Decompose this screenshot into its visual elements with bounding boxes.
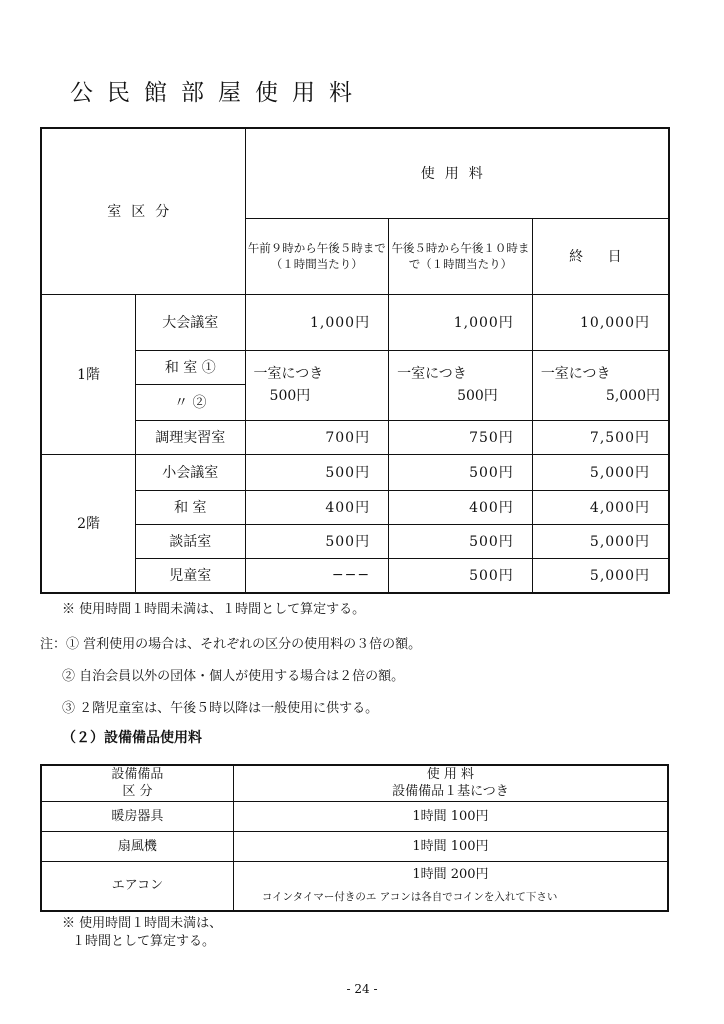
header-room-category: 室区分 (41, 128, 245, 294)
room-name: 小会議室 (136, 454, 245, 490)
header-fee-line1: 使 用 料 (426, 767, 475, 783)
equipment-usage-note-line2: １時間として算定する。 (72, 934, 216, 949)
shared-amount: 500円 (269, 388, 311, 404)
fee-cell: 500円 (389, 454, 533, 490)
header-equipment (41, 765, 233, 801)
fee-cell: 400円 (389, 490, 533, 524)
fee-cell: 5,000円 (532, 524, 669, 558)
room-name: 大会議室 (136, 294, 245, 350)
header-full-day: 終 日 (532, 218, 669, 294)
equipment-fee-table (40, 764, 669, 912)
room-name: 〃 ② (136, 384, 245, 420)
fee-cell-shared (389, 350, 533, 420)
shared-label: 一室につき (253, 366, 324, 382)
fee-cell: 500円 (245, 454, 389, 490)
fee-cell: 750円 (389, 420, 533, 454)
note-2: ② 自治会員以外の団体・個人が使用する場合は２倍の額。 (62, 669, 405, 684)
room-name: 児童室 (136, 558, 245, 593)
floor-2-label: 2階 (41, 454, 136, 593)
fee-cell-shared (532, 350, 669, 420)
equipment-name: エアコン (41, 861, 233, 911)
note-3: ③ ２階児童室は、午後５時以降は一般使用に供する。 (62, 701, 379, 716)
header-evening: 午後５時から午後１０時まで（１時間当たり） (389, 218, 533, 294)
fee-cell: 500円 (245, 524, 389, 558)
fee-cell: −−− (245, 558, 389, 593)
fee-cell: 500円 (389, 558, 533, 593)
room-name: 和 室 (136, 490, 245, 524)
page-title: 公民館部屋使用料 (70, 80, 366, 106)
shared-amount: 5,000円 (605, 388, 660, 404)
fee-cell: 400円 (245, 490, 389, 524)
fee-cell: 700円 (245, 420, 389, 454)
header-fee-line2: 設備備品１基につき (392, 784, 509, 800)
aircon-coin-note: コインタイマー付きのエ アコンは各自でコインを入れて下さい (261, 890, 558, 903)
fee-cell: 1,000円 (389, 294, 533, 350)
header-equipment-line2: 区 分 (122, 784, 153, 800)
equipment-fee: 1時間 100円 (233, 801, 668, 831)
fee-cell: 5,000円 (532, 454, 669, 490)
shared-label: 一室につき (540, 366, 611, 382)
fee-cell: 10,000円 (532, 294, 669, 350)
note-1: 注：① 営利使用の場合は、それぞれの区分の使用料の３倍の額。 (40, 637, 422, 652)
room-name: 和 室 ① (136, 350, 245, 384)
fee-cell-shared (245, 350, 389, 420)
fee-cell: 500円 (389, 524, 533, 558)
fee-cell: 1,000円 (245, 294, 389, 350)
fee-cell: 4,000円 (532, 490, 669, 524)
equipment-section-title: （２）設備備品使用料 (62, 730, 202, 746)
header-equipment-line1: 設備備品 (111, 767, 164, 783)
equipment-usage-note-line1: ※ 使用時間１時間未満は、 (62, 916, 223, 931)
equipment-fee (233, 861, 668, 911)
room-name: 調理実習室 (136, 420, 245, 454)
shared-amount: 500円 (457, 388, 498, 404)
fee-cell: 7,500円 (532, 420, 669, 454)
usage-time-note: ※ 使用時間１時間未満は、１時間として算定する。 (62, 602, 366, 617)
fee-cell: 5,000円 (532, 558, 669, 593)
header-fee: 使用料 (245, 128, 669, 218)
aircon-fee: 1時間 200円 (412, 866, 489, 882)
header-equipment-fee (233, 765, 668, 801)
equipment-name: 暖房器具 (41, 801, 233, 831)
room-fee-table (40, 127, 670, 594)
room-name: 談話室 (136, 524, 245, 558)
shared-label: 一室につき (397, 366, 467, 382)
equipment-fee: 1時間 100円 (233, 831, 668, 861)
page-number: - 24 - (346, 982, 378, 996)
equipment-name: 扇風機 (41, 831, 233, 861)
floor-1-label: 1階 (41, 294, 136, 454)
header-daytime: 午前９時から午後５時まで（１時間当たり） (245, 218, 389, 294)
